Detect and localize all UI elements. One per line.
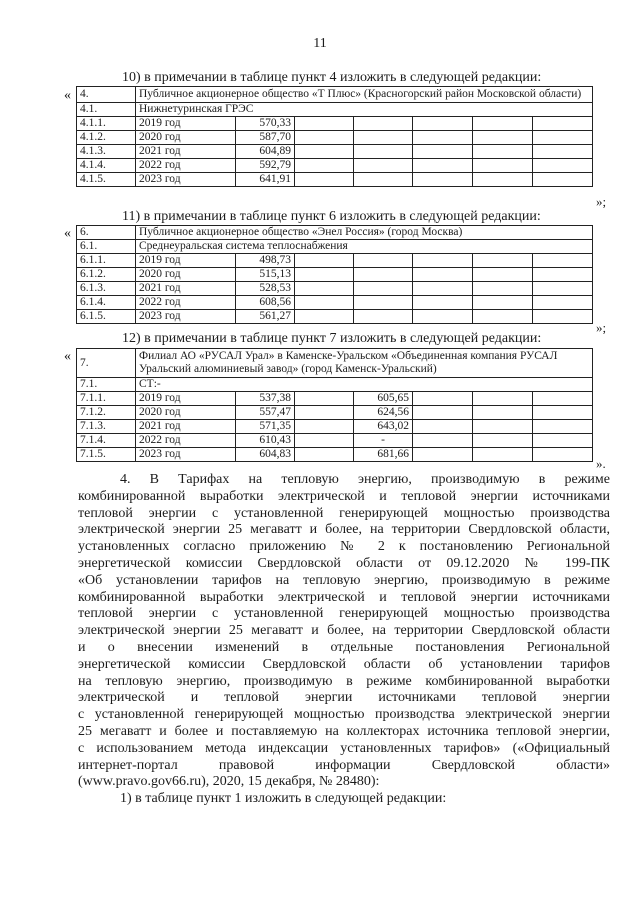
paragraph-line: электрической энергии 25 мегаватт и более, на территории Свердловской области, (78, 522, 610, 538)
row-number: 6.1.3. (77, 282, 136, 296)
open-quote: « (64, 226, 71, 241)
tariff-value: 604,83 (236, 448, 295, 462)
paragraph-line: на тепловую энергию, производимую в режиме комбинированной выработки (78, 673, 610, 689)
tariff-value: 498,73 (236, 254, 295, 268)
paragraph-line: комбинированной выработки электрической и тепловой энергии источниками (78, 589, 610, 605)
tariff-value: 608,56 (236, 296, 295, 310)
year-cell: 2022 год (136, 296, 236, 310)
page-number: 11 (313, 36, 327, 51)
table-row (77, 282, 593, 296)
row-number: 7.1.3. (77, 420, 136, 434)
table-row (77, 434, 593, 448)
year-cell: 2022 год (136, 159, 236, 173)
year-cell: 2023 год (136, 173, 236, 187)
paragraph-line: комбинированной выработки электрической и тепловой энергии источниками (78, 488, 610, 504)
tariff-value: 604,89 (236, 145, 295, 159)
paragraph-line: с установленной генерирующей мощностью производства электрической энергии (78, 707, 610, 723)
paragraph-line: электрической энергии 25 мегаватт и более, на территории Свердловской области (78, 623, 610, 639)
tariff-value: 587,70 (236, 131, 295, 145)
tariff-table-4 (76, 86, 593, 187)
tariff-value: 561,27 (236, 310, 295, 324)
tariff-value-2 (354, 159, 413, 173)
row-number: 4.1.1. (77, 117, 136, 131)
tariff-value: 641,91 (236, 173, 295, 187)
paragraph-line: установленных согласно приложению № 2 к постановлению Региональной (78, 539, 610, 555)
tariff-value-2 (354, 268, 413, 282)
tariff-value-2: - (354, 434, 413, 448)
tariff-value-2 (354, 296, 413, 310)
paragraph-line: энергетической комиссии Свердловской области от 09.12.2020 № 199-ПК (78, 555, 610, 571)
row-number: 7.1.2. (77, 406, 136, 420)
row-number: 6.1. (77, 240, 136, 254)
tariff-table-7 (76, 348, 593, 462)
instruction-11: 11) в примечании в таблице пункт 6 изложить в следующей редакции: (122, 209, 541, 224)
table-row (77, 173, 593, 187)
year-cell: 2023 год (136, 310, 236, 324)
paragraph-line: «Об установлении тарифов на тепловую энергию, производимую в режиме (78, 572, 610, 588)
table-header-row (77, 87, 593, 103)
row-number: 7.1.1. (77, 392, 136, 406)
table-row (77, 254, 593, 268)
row-number: 7. (77, 349, 136, 378)
organization-name: Филиал АО «РУСАЛ Урал» в Каменске-Уральском «Объединенная компания РУСАЛ Уральский алюминиевый завод» (город Каменск-Уральский) (136, 349, 593, 378)
paragraph-line: с использованием метода индексации установленных тарифов» («Официальный (78, 740, 610, 756)
tariff-value-2 (354, 173, 413, 187)
table-row (77, 296, 593, 310)
open-quote: « (64, 88, 71, 103)
paragraph-line: энергетической комиссии Свердловской области об установлении тарифов (78, 656, 610, 672)
row-number: 4.1.3. (77, 145, 136, 159)
table-header-row (77, 349, 593, 378)
instruction-12: 12) в примечании в таблице пункт 7 изложить в следующей редакции: (122, 331, 542, 346)
table-header-row (77, 226, 593, 240)
source-name: СТ:- (136, 378, 593, 392)
table-row (77, 145, 593, 159)
year-cell: 2019 год (136, 254, 236, 268)
table-row (77, 406, 593, 420)
body-paragraph (78, 472, 610, 808)
year-cell: 2021 год (136, 282, 236, 296)
organization-name: Публичное акционерное общество «Т Плюс» (Красногорский район Московской области) (136, 87, 593, 103)
row-number: 4.1.5. (77, 173, 136, 187)
year-cell: 2019 год (136, 117, 236, 131)
paragraph-line: 4. В Тарифах на тепловую энергию, производимую в режиме (120, 472, 610, 487)
source-name: Среднеуральская система теплоснабжения (136, 240, 593, 254)
close-quote: »; (596, 194, 607, 209)
tariff-value-2: 681,66 (354, 448, 413, 462)
table-subheader-row (77, 378, 593, 392)
table-row (77, 159, 593, 173)
year-cell: 2020 год (136, 406, 236, 420)
paragraph-line: (www.pravo.gov66.ru), 2020, 15 декабря, № 28480): (78, 774, 380, 790)
row-number: 7.1.5. (77, 448, 136, 462)
paragraph-line: тепловой энергии с установленной генерирующей мощностью производства (78, 505, 610, 521)
row-number: 6. (77, 226, 136, 240)
row-number: 4. (77, 87, 136, 103)
organization-name: Публичное акционерное общество «Энел Россия» (город Москва) (136, 226, 593, 240)
tariff-value-2: 643,02 (354, 420, 413, 434)
table-row (77, 420, 593, 434)
tariff-value: 570,33 (236, 117, 295, 131)
tariff-value: 592,79 (236, 159, 295, 173)
tariff-value: 515,13 (236, 268, 295, 282)
row-number: 6.1.1. (77, 254, 136, 268)
instruction-10: 10) в примечании в таблице пункт 4 изложить в следующей редакции: (122, 70, 542, 85)
table-row (77, 448, 593, 462)
table-row (77, 310, 593, 324)
tariff-value-2 (354, 310, 413, 324)
tariff-value: 557,47 (236, 406, 295, 420)
row-number: 6.1.5. (77, 310, 136, 324)
open-quote: « (64, 349, 71, 364)
tariff-value-2 (354, 131, 413, 145)
row-number: 6.1.4. (77, 296, 136, 310)
tariff-value-2 (354, 145, 413, 159)
table-row (77, 117, 593, 131)
year-cell: 2021 год (136, 420, 236, 434)
tariff-value-2: 605,65 (354, 392, 413, 406)
tariff-value-2 (354, 117, 413, 131)
tariff-value: 528,53 (236, 282, 295, 296)
paragraph-line: и о внесении изменений в отдельные постановления Региональной (78, 639, 610, 655)
tariff-value: 537,38 (236, 392, 295, 406)
tariff-value: 571,35 (236, 420, 295, 434)
table-row (77, 268, 593, 282)
table-subheader-row (77, 240, 593, 254)
row-number: 7.1.4. (77, 434, 136, 448)
tariff-value-2 (354, 282, 413, 296)
year-cell: 2021 год (136, 145, 236, 159)
source-name: Нижнетуринская ГРЭС (136, 103, 593, 117)
row-number: 7.1. (77, 378, 136, 392)
table-row (77, 392, 593, 406)
paragraph-line: электрической и тепловой энергии источниками тепловой энергии (78, 690, 610, 706)
tariff-value-2 (354, 254, 413, 268)
table-row (77, 131, 593, 145)
year-cell: 2023 год (136, 448, 236, 462)
paragraph-line: 25 мегаватт и более и поставляемую на коллекторах источника тепловой энергии, (78, 723, 610, 739)
year-cell: 2019 год (136, 392, 236, 406)
row-number: 4.1.2. (77, 131, 136, 145)
year-cell: 2022 год (136, 434, 236, 448)
row-number: 6.1.2. (77, 268, 136, 282)
row-number: 4.1.4. (77, 159, 136, 173)
year-cell: 2020 год (136, 268, 236, 282)
tariff-value: 610,43 (236, 434, 295, 448)
tariff-value-2: 624,56 (354, 406, 413, 420)
year-cell: 2020 год (136, 131, 236, 145)
paragraph-line: интернет-портал правовой информации Свердловской области» (78, 757, 610, 773)
close-quote: »; (596, 320, 607, 335)
paragraph-line: 1) в таблице пункт 1 изложить в следующей редакции: (120, 791, 447, 807)
row-number: 4.1. (77, 103, 136, 117)
close-quote: ». (596, 456, 606, 471)
tariff-table-6 (76, 225, 593, 324)
table-subheader-row (77, 103, 593, 117)
paragraph-line: тепловой энергии с установленной генерирующей мощностью производства (78, 606, 610, 622)
